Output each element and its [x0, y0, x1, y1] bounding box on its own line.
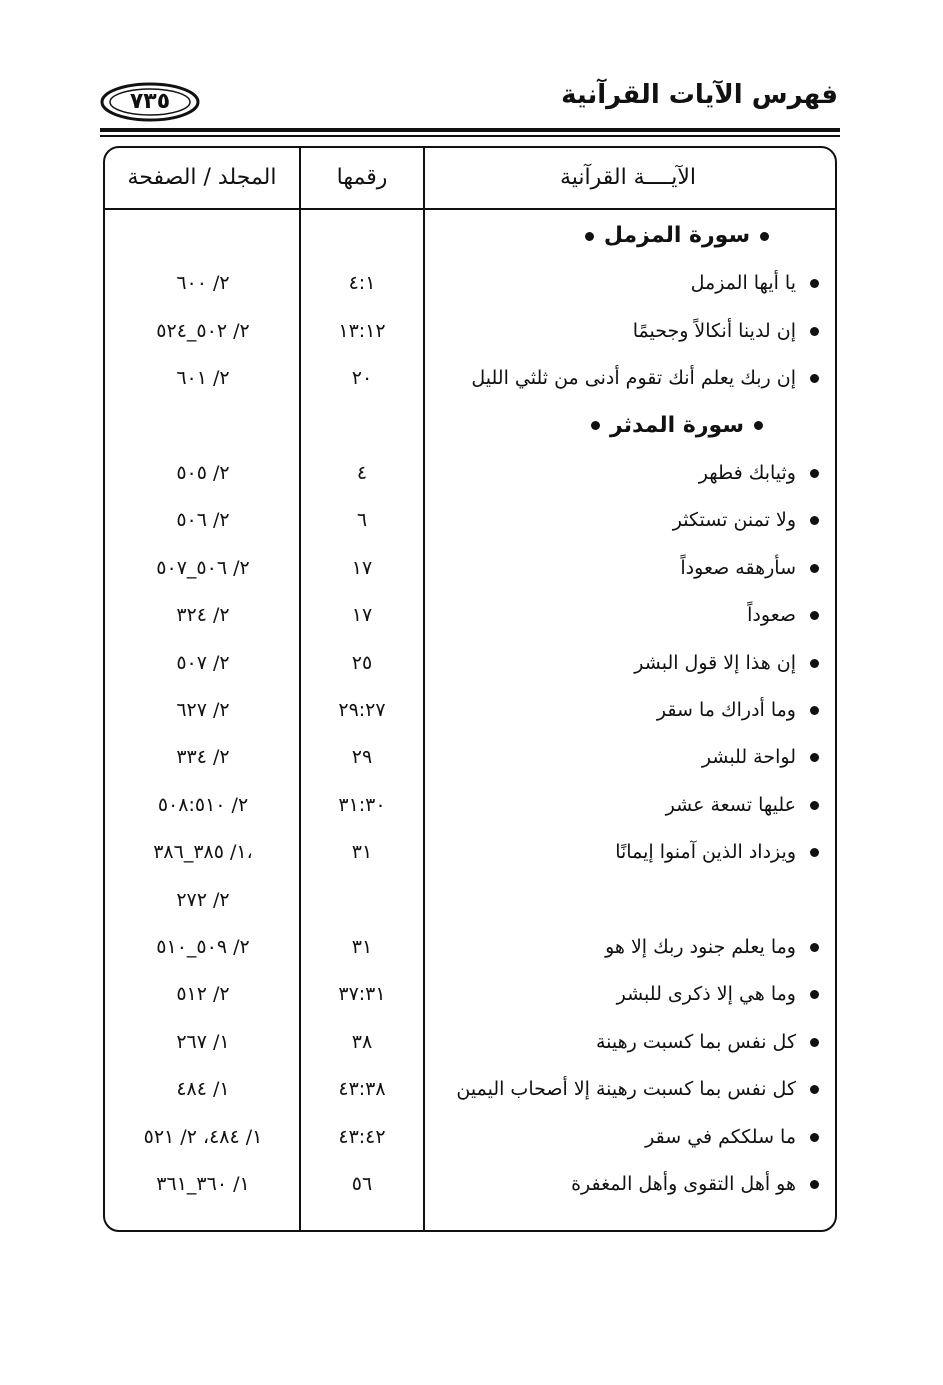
column-header-volume-page: المجلد / الصفحة	[127, 165, 277, 190]
verse-text: ما سلككم في سقر	[645, 1125, 796, 1148]
verse-number-cell: ١٣:١٢	[338, 319, 386, 342]
bullet-icon	[591, 421, 600, 430]
table-row	[105, 830, 835, 874]
volume-page-cell: ١/ ٢٦٧	[176, 1030, 230, 1053]
verse-number-cell: ٣٨	[351, 1030, 373, 1053]
bullet-icon	[810, 564, 819, 573]
verse-cell	[419, 546, 819, 590]
verse-number-cell: ٤٣:٣٨	[338, 1078, 386, 1101]
verse-cell	[419, 451, 819, 495]
bullet-icon	[810, 279, 819, 288]
verse-text: وما أدراك ما سقر	[656, 699, 796, 721]
table-row	[105, 261, 835, 305]
verse-cell	[419, 356, 819, 400]
verse-number-cell: ١٧	[351, 604, 373, 627]
table-row	[105, 1020, 835, 1064]
volume-page-cell: ١/ ٣٨٥_٣٨٦،	[153, 841, 253, 864]
verse-text: إن لدينا أنكالاً وجحيمًا	[632, 319, 796, 342]
surah-title	[519, 214, 835, 258]
verse-text: لواحة للبشر	[701, 746, 796, 769]
bullet-icon	[810, 611, 819, 620]
table-row	[105, 309, 835, 353]
table-row	[105, 1115, 835, 1159]
verse-text: وما يعلم جنود ربك إلا هو	[605, 936, 796, 958]
verse-text: سأرهقه صعوداً	[680, 556, 796, 579]
table-row	[105, 356, 835, 400]
column-header-number: رقمها	[336, 165, 388, 190]
volume-page-cell: ٢/ ٥٠٨:٥١٠	[157, 793, 249, 816]
volume-page-cell: ٢/ ٥١٢	[176, 983, 230, 1006]
verse-cell	[419, 783, 819, 827]
verse-index-table	[103, 146, 837, 1232]
header-rule-thick	[100, 128, 840, 132]
verse-cell	[419, 688, 819, 732]
volume-page-cell: ٢/ ٢٧٢	[176, 888, 230, 911]
volume-page-cell: ٢/ ٥٠٧	[176, 651, 230, 674]
volume-page-cell: ٢/ ٥٠٢_٥٢٤	[156, 319, 250, 342]
verse-number-cell: ٢٠	[351, 367, 373, 390]
bullet-icon	[810, 374, 819, 383]
verse-cell	[419, 1115, 819, 1159]
verse-cell	[419, 925, 819, 969]
volume-page-cell: ١/ ٣٦٠_٣٦١	[156, 1173, 250, 1195]
bullet-icon	[810, 1085, 819, 1094]
volume-page-cell: ١/ ٤٨٤	[176, 1078, 230, 1101]
column-header-verse: الآيــــة القرآنية	[559, 165, 697, 190]
volume-page-cell: ٢/ ٦٠٠	[176, 272, 230, 295]
table-row	[105, 783, 835, 827]
verse-cell	[419, 498, 819, 542]
verse-number-cell: ٤٣:٤٢	[338, 1125, 386, 1148]
table-row	[105, 1162, 835, 1206]
verse-text: يا أيها المزمل	[690, 272, 796, 295]
volume-page-cell: ٢/ ٥٠٦	[176, 509, 230, 532]
bullet-icon	[810, 801, 819, 810]
verse-number-cell: ٣١	[351, 936, 373, 958]
volume-page-cell: ٢/ ٣٢٤	[176, 604, 230, 627]
bullet-icon	[760, 232, 769, 241]
table-row	[105, 972, 835, 1016]
verse-number-cell: ٦	[356, 509, 368, 532]
verse-cell	[419, 735, 819, 779]
verse-cell	[419, 641, 819, 685]
verse-cell	[419, 878, 819, 922]
volume-page-cell: ١/ ٤٨٤، ٢/ ٥٢١	[143, 1125, 263, 1148]
verse-cell	[419, 309, 819, 353]
verse-number-cell: ٣١:٣٠	[338, 793, 386, 816]
surah-name: سورة المدثر	[610, 412, 744, 438]
verse-cell	[419, 1020, 819, 1064]
surah-name: سورة المزمل	[603, 223, 751, 248]
verse-text: كل نفس بما كسبت رهينة إلا أصحاب اليمين	[456, 1078, 796, 1101]
bullet-icon	[810, 753, 819, 762]
verse-number-cell: ٥٦	[351, 1173, 373, 1195]
verse-number-cell: ٢٩:٢٧	[338, 699, 386, 721]
verse-text: إن هذا إلا قول البشر	[634, 651, 796, 674]
bullet-icon	[585, 232, 594, 241]
verse-number-cell: ١٧	[351, 556, 373, 579]
verse-text: وثيابك فطهر	[698, 462, 796, 484]
volume-page-cell: ٢/ ٦٠١	[176, 367, 230, 390]
surah-title	[519, 404, 835, 448]
verse-text: هو أهل التقوى وأهل المغفرة	[571, 1173, 796, 1195]
verse-number-cell: ٢٥	[351, 651, 373, 674]
verse-cell	[419, 261, 819, 305]
verse-cell	[419, 1067, 819, 1111]
surah-heading-row	[105, 214, 835, 258]
verse-text: ولا تمنن تستكثر	[672, 509, 796, 532]
page-number: ٧٣٥	[129, 89, 171, 114]
verse-number-cell: ٣١	[351, 841, 373, 864]
bullet-icon	[810, 1133, 819, 1142]
table-row	[105, 688, 835, 732]
verse-number-cell	[301, 878, 423, 922]
verse-cell	[419, 972, 819, 1016]
bullet-icon	[810, 469, 819, 478]
surah-heading-row	[105, 404, 835, 448]
bullet-icon	[810, 516, 819, 525]
table-row	[105, 546, 835, 590]
bullet-icon	[810, 848, 819, 857]
page-title: فهرس الآيات القرآنية	[561, 80, 838, 110]
bullet-icon	[810, 706, 819, 715]
verse-cell	[419, 1162, 819, 1206]
bullet-icon	[810, 990, 819, 999]
volume-page-cell: ٢/ ٥٠٦_٥٠٧	[156, 556, 250, 579]
bullet-icon	[810, 1180, 819, 1189]
bullet-icon	[810, 327, 819, 336]
table-row	[105, 593, 835, 637]
volume-page-cell: ٢/ ٥٠٥	[176, 462, 230, 484]
table-row	[105, 878, 835, 922]
table-row	[105, 498, 835, 542]
verse-text: إن ربك يعلم أنك تقوم أدنى من ثلثي الليل	[471, 367, 796, 390]
bullet-icon	[810, 1038, 819, 1047]
verse-number-cell: ٢٩	[351, 746, 373, 769]
bullet-icon	[810, 943, 819, 952]
page-number-badge	[100, 82, 200, 122]
verse-cell	[419, 830, 819, 874]
verse-text: كل نفس بما كسبت رهينة	[595, 1030, 796, 1053]
verse-text: وما هي إلا ذكرى للبشر	[616, 983, 796, 1006]
volume-page-cell: ٢/ ٣٣٤	[176, 746, 230, 769]
table-row	[105, 1067, 835, 1111]
verse-text: ويزداد الذين آمنوا إيمانًا	[615, 841, 796, 864]
bullet-icon	[754, 421, 763, 430]
table-row	[105, 735, 835, 779]
table-row	[105, 641, 835, 685]
verse-text: صعوداً	[747, 604, 796, 627]
header-rule-thin	[100, 135, 840, 137]
verse-number-cell: ٣٧:٣١	[338, 983, 386, 1006]
verse-number-cell: ٤	[356, 462, 368, 484]
table-row	[105, 451, 835, 495]
volume-page-cell: ٢/ ٥٠٩_٥١٠	[156, 936, 250, 958]
verse-text: عليها تسعة عشر	[665, 793, 796, 816]
verse-number-cell: ٤:١	[348, 272, 376, 295]
header-divider	[105, 208, 835, 210]
verse-cell	[419, 593, 819, 637]
bullet-icon	[810, 659, 819, 668]
volume-page-cell: ٢/ ٦٢٧	[176, 699, 230, 721]
table-row	[105, 925, 835, 969]
